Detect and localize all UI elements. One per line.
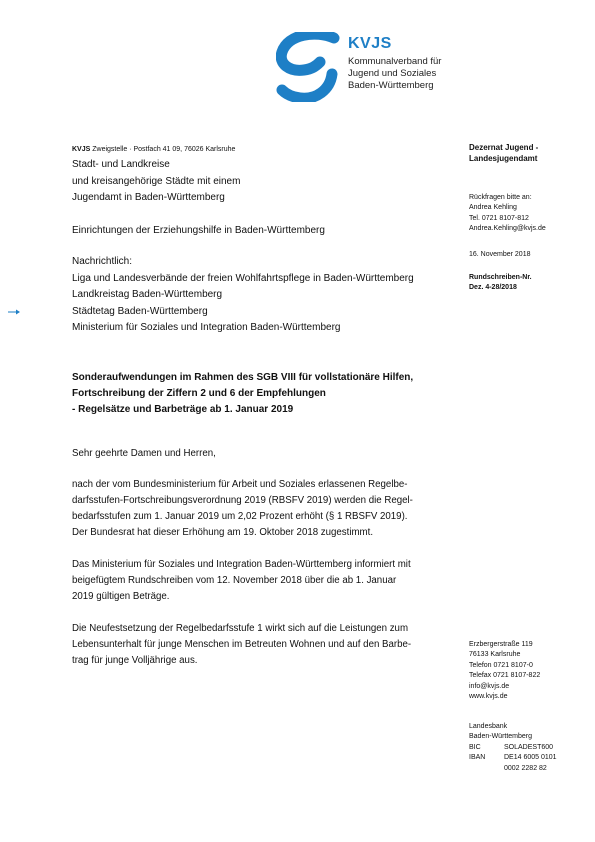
logo-line: Baden-Württemberg	[348, 80, 434, 91]
recipient-line: Liga und Landesverbände der freien Wohlfahrtspflege in Baden-Württemberg	[72, 272, 414, 284]
recipient-line: und kreisangehörige Städte mit einem	[72, 175, 241, 187]
bank-details	[469, 722, 557, 774]
kvjs-logo	[276, 32, 466, 102]
contact-name: Andrea Kehling	[469, 204, 517, 212]
body-line: Lebensunterhalt für junge Menschen im Betreuten Wohnen und auf den Barbe-	[72, 639, 412, 650]
iban-value: 0002 2282 82	[504, 764, 547, 772]
iban-label: IBAN	[469, 754, 486, 762]
cc-label: Nachrichtlich:	[72, 256, 133, 267]
recipient-line: Städtetag Baden-Württemberg	[72, 305, 208, 317]
circular-label: Rundschreiben-Nr.	[469, 274, 532, 281]
body-line: bedarfsstufen zum 1. Januar 2019 um 2,02 Prozent erhöht (§ 1 RBSFV 2019).	[72, 511, 408, 522]
body-paragraph	[72, 557, 457, 605]
body-line: 2019 gültigen Beträge.	[72, 591, 170, 602]
logo-line: Jugend und Soziales	[348, 68, 437, 79]
recipient-group-cc	[72, 254, 414, 337]
bank-name: Landesbank	[469, 723, 508, 730]
contact-phone: Tel. 0721 8107-812	[469, 214, 529, 222]
org-address	[469, 640, 540, 702]
department-line: Landesjugendamt	[469, 154, 538, 163]
body-line: Das Ministerium für Soziales und Integration Baden-Württemberg informiert mit	[72, 559, 411, 570]
body-line: Die Neufestsetzung der Regelbedarfsstufe 1 wirkt sich auf die Leistungen zum	[72, 623, 409, 634]
bic-label: BIC	[469, 743, 481, 751]
bank-bic-row	[469, 743, 557, 753]
arrow-right-icon	[8, 309, 20, 315]
sender-line	[72, 146, 235, 153]
body-line: trag für junge Volljährige aus.	[72, 655, 198, 666]
subject-line: - Regelsätze und Barbeträge ab 1. Januar 2019	[72, 404, 294, 415]
body-paragraph	[72, 477, 457, 541]
body-line: beigefügtem Rundschreiben vom 12. November 2018 über die ab 1. Januar	[72, 575, 397, 586]
contact-label: Rückfragen bitte an:	[469, 194, 532, 201]
recipient-group	[72, 223, 325, 240]
department	[469, 142, 538, 164]
address-web: www.kvjs.de	[469, 693, 508, 701]
logo-line: Kommunalverband für	[348, 56, 442, 67]
address-phone: Telefon 0721 8107-0	[469, 661, 533, 669]
bank-iban-row	[469, 753, 557, 763]
body-line: Der Bundesrat hat dieser Erhöhung am 19. Oktober 2018 zugestimmt.	[72, 527, 374, 538]
salutation: Sehr geehrte Damen und Herren,	[72, 448, 216, 459]
bank-iban-row-2	[469, 764, 557, 774]
circular-value: Dez. 4-28/2018	[469, 284, 517, 292]
recipient-group	[72, 157, 240, 207]
recipient-line: Ministerium für Soziales und Integration Baden-Württemberg	[72, 322, 341, 333]
body-line: nach der vom Bundesministerium für Arbeit und Soziales erlassenen Regelbe-	[72, 479, 408, 490]
address-fax: Telefax 0721 8107-822	[469, 672, 541, 680]
contact-email: Andrea.Kehling@kvjs.de	[469, 225, 546, 233]
logo-brand: KVJS	[348, 35, 392, 52]
body-line: darfsstufen-Fortschreibungsverordnung 2019 (RBSFV 2019) werden die Regel-	[72, 495, 413, 506]
letter-date: 16. November 2018	[469, 251, 531, 258]
bank-name: Baden-Württemberg	[469, 733, 533, 741]
bic-value: SOLADEST600	[504, 743, 554, 751]
recipient-line: Jugendamt in Baden-Württemberg	[72, 192, 225, 203]
subject-line: Sonderaufwendungen im Rahmen des SGB VIII für vollstationäre Hilfen,	[72, 372, 414, 383]
address-email: info@kvjs.de	[469, 682, 510, 690]
circular-number	[469, 273, 532, 294]
sender-address: Zweigstelle · Postfach 41 09, 76026 Karlsruhe	[92, 146, 236, 153]
recipient-line: Landkreistag Baden-Württemberg	[72, 289, 223, 300]
recipient-line: Stadt- und Landkreise	[72, 159, 170, 170]
letter-subject	[72, 370, 413, 418]
body-paragraph	[72, 621, 457, 669]
address-street: Erzbergerstraße 119	[469, 641, 533, 648]
address-city: 76133 Karlsruhe	[469, 651, 521, 659]
recipient-line: Einrichtungen der Erziehungshilfe in Baden-Württemberg	[72, 225, 325, 236]
department-line: Dezernat Jugend -	[469, 143, 539, 152]
iban-value: DE14 6005 0101	[504, 754, 557, 762]
subject-line: Fortschreibung der Ziffern 2 und 6 der Empfehlungen	[72, 388, 326, 399]
contact-block	[469, 193, 546, 235]
kvjs-logo-icon	[276, 32, 342, 102]
sender-org: KVJS	[72, 146, 91, 153]
